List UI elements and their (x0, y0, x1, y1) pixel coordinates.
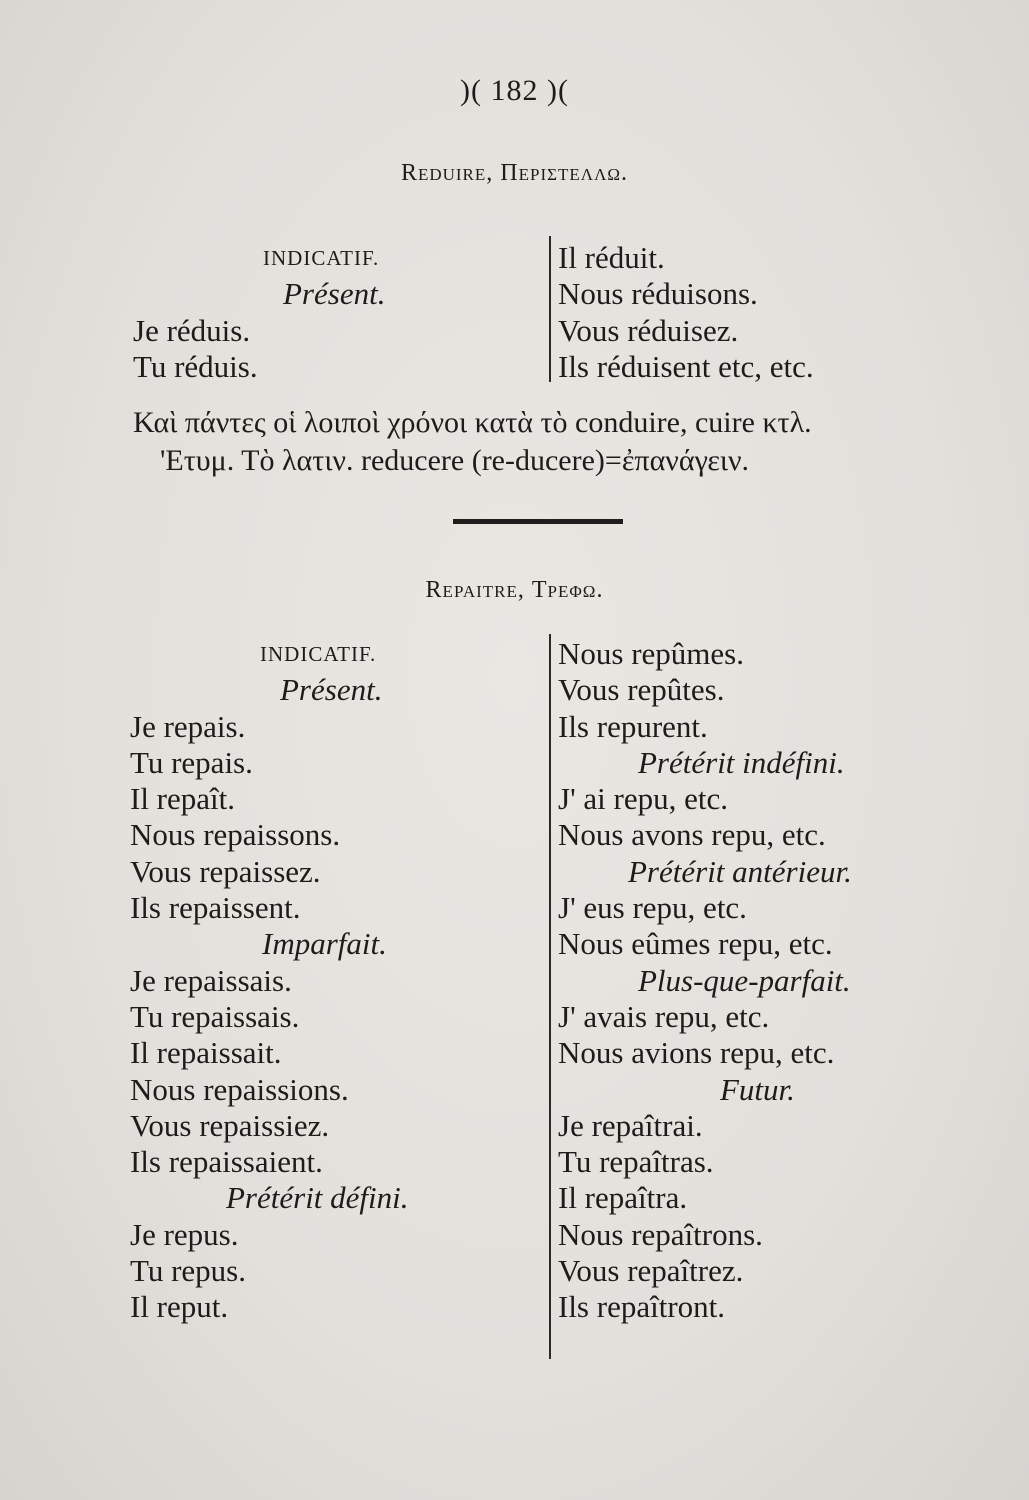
conjugation-line: Nous avons repu, etc. (558, 817, 826, 853)
conjugation-line: Je repais. (130, 708, 246, 744)
conjugation-line: Ils repaissent. (130, 890, 301, 926)
tense-label: Prétérit antérieur. (628, 853, 852, 889)
conjugation-line: Je repus. (130, 1216, 239, 1252)
mood-label: INDICATIF. (260, 642, 377, 666)
conjugation-left-column (130, 636, 540, 1326)
conjugation-line: Tu repaissais. (130, 998, 300, 1034)
page-number: )( 182 )( (460, 74, 569, 107)
conjugation-line: Il repaîtra. (558, 1180, 688, 1216)
conjugation-right-column (558, 636, 978, 1326)
conjugation-line: Vous repûtes. (558, 672, 725, 708)
conjugation-line: Nous repûmes. (558, 636, 744, 671)
conjugation-line: Je réduis. (133, 312, 251, 348)
conjugation-line: Il reput. (130, 1289, 229, 1325)
conjugation-line: Vous repaissiez. (130, 1107, 330, 1143)
conjugation-line: Vous repaissez. (130, 853, 321, 889)
conjugation-line: J' eus repu, etc. (558, 890, 747, 926)
conjugation-line: Il réduit. (558, 240, 665, 275)
conjugation-line: Ils réduisent etc, etc. (558, 348, 814, 384)
conjugation-line: Nous réduisons. (558, 276, 758, 312)
conjugation-line: J' avais repu, etc. (558, 998, 770, 1034)
column-divider (549, 634, 551, 1359)
conjugation-line: Nous repaissons. (130, 817, 341, 853)
note-etymology: 'Ετυμ. Τὸ λατιν. reducere (re-ducere)=ἐπανάγειν. (160, 444, 750, 477)
conjugation-line: Nous avions repu, etc. (558, 1035, 835, 1071)
conjugation-left-column (133, 240, 533, 385)
conjugation-line: Vous repaîtrez. (558, 1253, 744, 1289)
conjugation-line: Je repaîtrai. (558, 1107, 703, 1143)
conjugation-line: Ils repaissaient. (130, 1144, 323, 1180)
section-separator (453, 519, 623, 524)
tense-label: Présent. (280, 672, 383, 708)
verb-heading-reduire: Reduire, Περιστελλω. (400, 160, 629, 186)
conjugation-right-column (558, 240, 978, 385)
conjugation-line: Il repaissait. (130, 1035, 282, 1071)
conjugation-line: Ils repurent. (558, 708, 708, 744)
tense-label: Plus-que-parfait. (638, 962, 851, 998)
tense-label: Présent. (283, 276, 386, 312)
mood-label: INDICATIF. (263, 246, 380, 270)
conjugation-line: Tu repus. (130, 1253, 246, 1289)
tense-label: Futur. (720, 1071, 795, 1107)
tense-label: Prétérit indéfini. (638, 744, 845, 780)
conjugation-line: Nous repaîtrons. (558, 1216, 763, 1252)
conjugation-line: Je repaissais. (130, 962, 292, 998)
conjugation-line: Tu réduis. (133, 348, 258, 384)
conjugation-line: Tu repaîtras. (558, 1144, 714, 1180)
column-divider (549, 236, 551, 382)
conjugation-line: Nous eûmes repu, etc. (558, 926, 833, 962)
conjugation-line: Ils repaîtront. (558, 1289, 726, 1325)
verb-heading-repaitre: Repaitre, Τρεφω. (425, 577, 604, 603)
conjugation-line: J' ai repu, etc. (558, 781, 728, 817)
conjugation-line: Vous réduisez. (558, 312, 739, 348)
conjugation-line: Tu repais. (130, 744, 253, 780)
conjugation-line: Nous repaissions. (130, 1071, 349, 1107)
note-other-tenses: Καὶ πάντες οἱ λοιποὶ χρόνοι κατὰ τὸ conduire, cuire κτλ. (133, 406, 812, 439)
tense-label: Prétérit défini. (226, 1180, 409, 1216)
conjugation-line: Il repaît. (130, 781, 236, 817)
tense-label: Imparfait. (262, 926, 387, 962)
